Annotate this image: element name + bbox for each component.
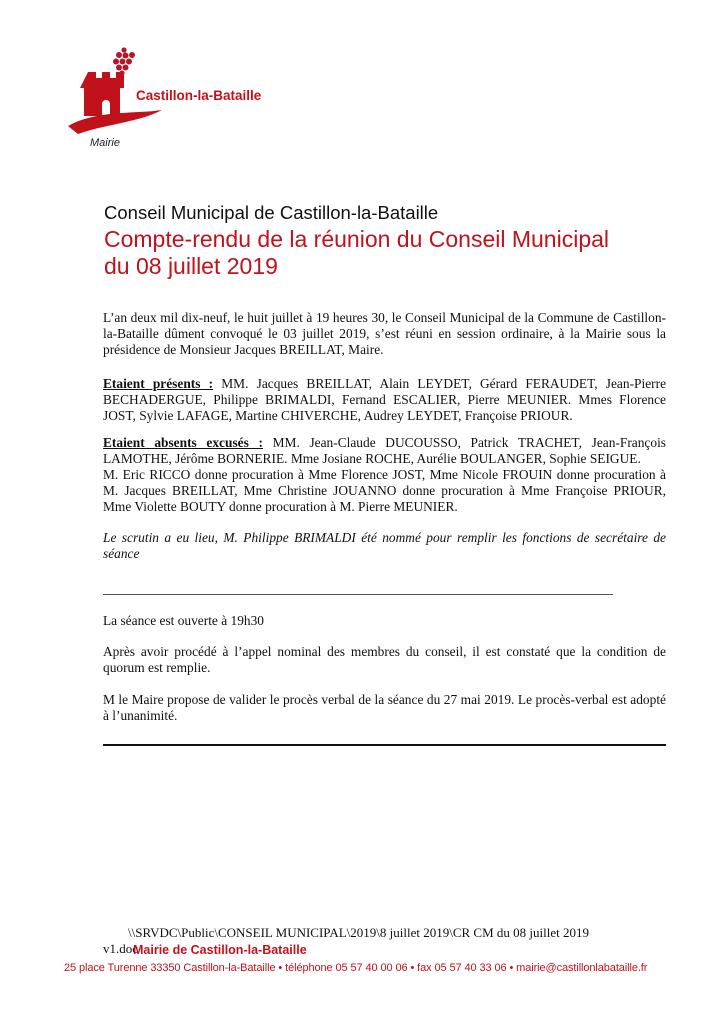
title-line-2: du 08 juillet 2019	[104, 253, 278, 279]
presents-paragraph	[103, 376, 666, 425]
presents-text: MM. Jacques BREILLAT, Alain LEYDET, Gérard FERAUDET, Jean-Pierre BECHADERGUE, Philippe BRIMALDI, Fernand ESCALIER, Pierre MEUNIER. Mmes Florence JOST, Sylvie LAFAGE, Martine CHIVERCHE, Audrey LEYDET, Françoise PRIOUR.	[103, 376, 667, 424]
quorum-paragraph: Après avoir procédé à l’appel nominal des membres du conseil, il est constaté que la condition de quorum est remplie.	[103, 644, 666, 676]
organization-heading: Conseil Municipal de Castillon-la-Bataille	[104, 202, 439, 223]
footer-title: Mairie de Castillon-la-Bataille	[133, 943, 307, 957]
title-line-1: Compte-rendu de la réunion du Conseil Municipal	[104, 226, 610, 252]
logo-town-name: Castillon-la-Bataille	[136, 88, 262, 103]
town-logo	[66, 44, 286, 156]
minutes-paragraph: M le Maire propose de valider le procès verbal de la séance du 27 mai 2019. Le procès-verbal est adopté à l’unanimité.	[103, 692, 666, 724]
procurations-paragraph: M. Eric RICCO donne procuration à Mme Florence JOST, Mme Nicole FROUIN donne procuration à M. Jacques BREILLAT, Mme Christine JOUANNO donne procuration à Mme Françoise PRIOUR, Mme Violette BOUTY donne procuration à M. Pierre MEUNIER.	[103, 467, 666, 515]
file-path-line-1: \\SRVDC\Public\CONSEIL MUNICIPAL\2019\8 juillet 2019\CR CM du 08 juillet 2019	[128, 925, 589, 940]
opening-paragraph: La séance est ouverte à 19h30	[103, 613, 264, 628]
absents-text: MM. Jean-Claude DUCOUSSO, Patrick TRACHET, Jean-François LAMOTHE, Jérôme BORNERIE. Mme Josiane ROCHE, Aurélie BOULANGER, Sophie SEIGUE.	[103, 435, 667, 467]
absents-label: Etaient absents excusés :	[103, 435, 263, 450]
presents-label: Etaient présents :	[103, 376, 214, 391]
end-divider	[103, 744, 666, 746]
footer-address: 25 place Turenne 33350 Castillon-la-Bataille • téléphone 05 57 40 00 06 • fax 05 57 40 33 06 • mairie@castillonlabataille.fr	[64, 962, 648, 974]
secretary-paragraph: Le scrutin a eu lieu, M. Philippe BRIMALDI été nommé pour remplir les fonctions de secrétaire de séance	[103, 530, 666, 562]
logo-subtitle: Mairie	[90, 137, 120, 149]
section-divider	[103, 594, 613, 595]
document-title	[104, 226, 609, 280]
intro-paragraph: L’an deux mil dix-neuf, le huit juillet à 19 heures 30, le Conseil Municipal de la Commune de Castillon-la-Bataille dûment convoqué le 03 juillet 2019, s’est réuni en session ordinaire, à la Mairie sous la présidence de Monsieur Jacques BREILLAT, Maire.	[103, 310, 666, 358]
absents-paragraph	[103, 435, 666, 467]
file-path-line-2: v1.doc	[103, 941, 139, 956]
